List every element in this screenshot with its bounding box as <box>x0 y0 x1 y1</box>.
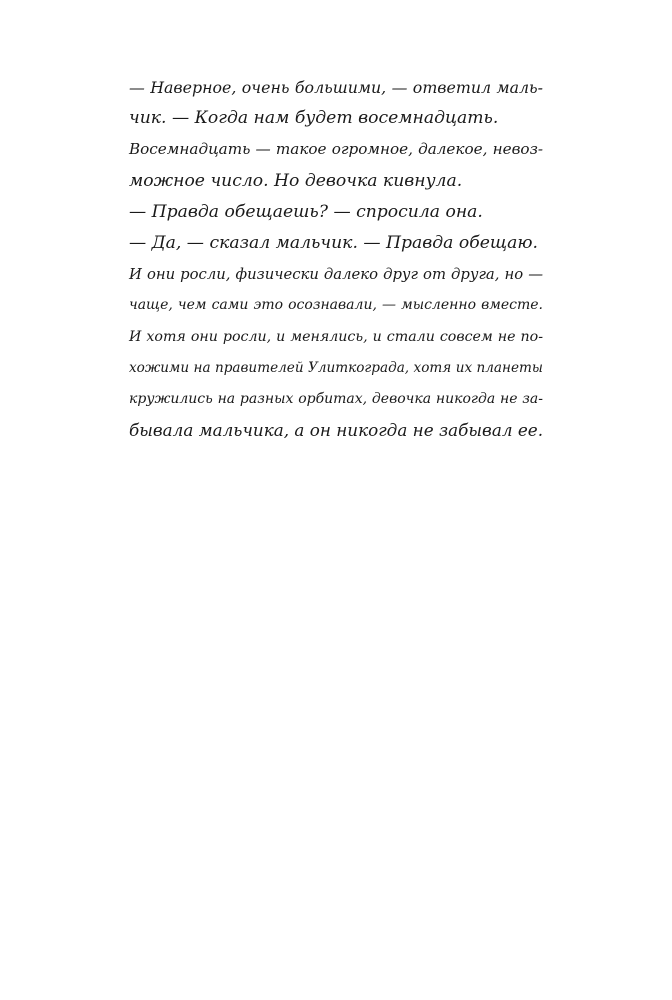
text-line: И они росли, физически далеко друг от друга, но — <box>129 266 543 284</box>
page-text <box>129 72 543 446</box>
text-line: И хотя они росли, и менялись, и стали совсем не по- <box>129 328 543 345</box>
text-line: — Да, — сказал мальчик. — Правда обещаю. <box>129 232 538 253</box>
text-line: кружились на разных орбитах, девочка никогда не за- <box>129 390 543 407</box>
text-line: — Наверное, очень большими, — ответил маль- <box>129 78 543 97</box>
text-line: бывала мальчика, а он никогда не забывал ее. <box>129 420 544 441</box>
text-line: чик. — Когда нам будет восемнадцать. <box>129 108 499 129</box>
text-line: — Правда обещаешь? — спросила она. <box>129 201 483 222</box>
text-line: можное число. Но девочка кивнула. <box>129 170 463 191</box>
text-line: хожими на правителей Улиткограда, хотя их планеты <box>129 359 543 376</box>
text-line: чаще, чем сами это осознавали, — мысленно вместе. <box>129 297 543 314</box>
text-line: Восемнадцать — такое огромное, далекое, невоз- <box>129 140 543 159</box>
